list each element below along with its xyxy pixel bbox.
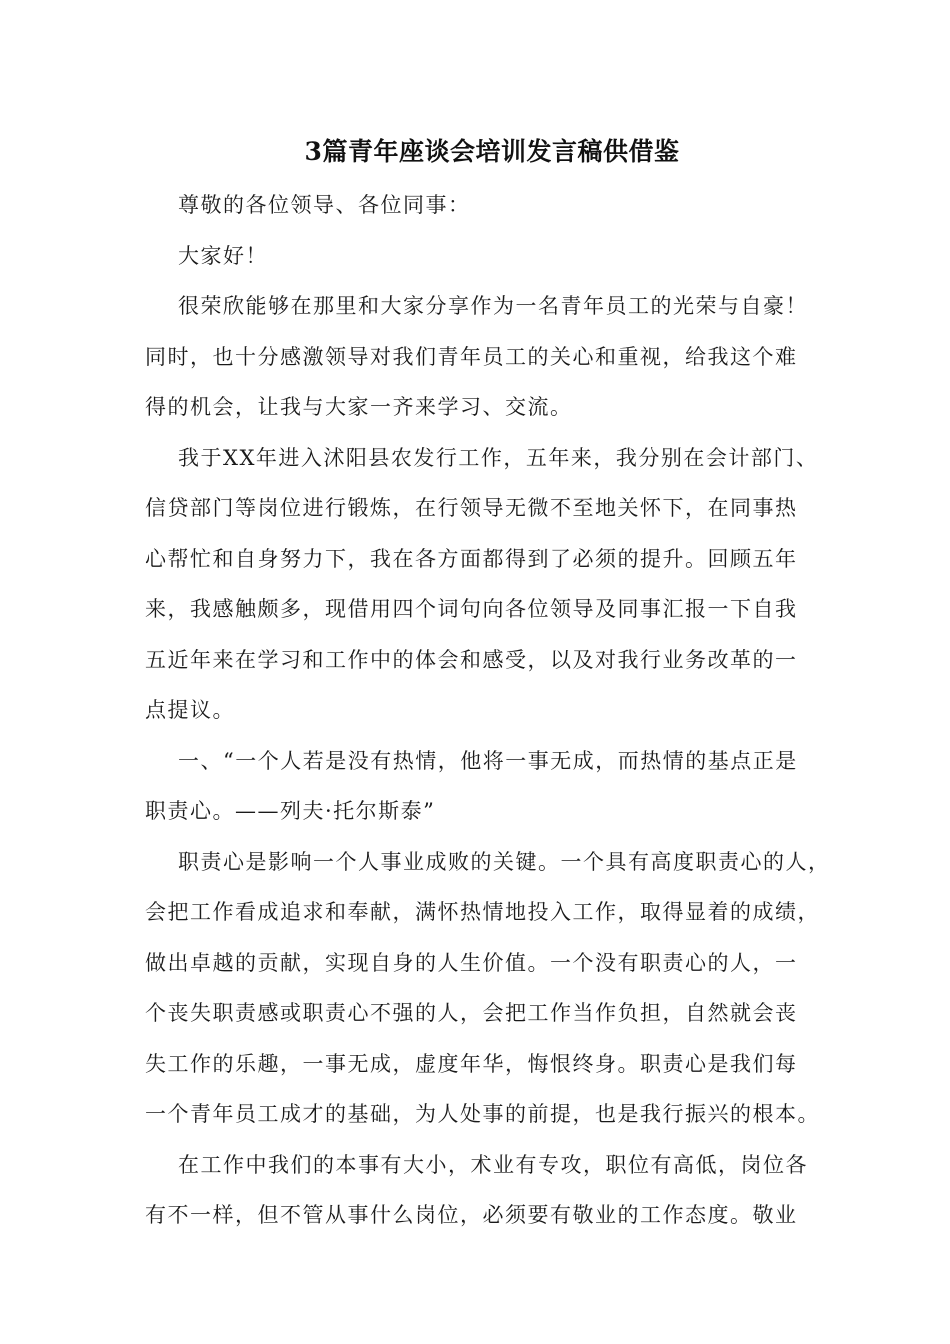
text-line: 在工作中我们的本事有大小，术业有专攻，职位有高低，岗位各 <box>178 1152 808 1177</box>
text-line: 职责心。——列夫·托尔斯泰” <box>145 799 436 823</box>
document-body <box>145 180 831 1241</box>
text-line: 来，我感触颇多，现借用四个词句向各位领导及同事汇报一下自我 <box>145 597 798 621</box>
paragraph-greeting <box>145 231 810 282</box>
text-line: 有不一样，但不管从事什么岗位，必须要有敬业的工作态度。敬业 <box>145 1203 798 1227</box>
paragraph-heading-one <box>145 736 810 837</box>
paragraph-experience <box>145 433 819 736</box>
text-line: 同时，也十分感激领导对我们青年员工的关心和重视，给我这个难 <box>145 344 798 369</box>
text-line: 我于XX年进入沭阳县农发行工作，五年来，我分别在会计部门、 <box>178 445 819 470</box>
text-line: 一个青年员工成才的基础，为人处事的前提，也是我行振兴的根本。 <box>145 1102 820 1126</box>
text-line: 很荣欣能够在那里和大家分享作为一名青年员工的光荣与自豪！ <box>178 294 808 318</box>
text-line: 个丧失职责感或职责心不强的人，会把工作当作负担，自然就会丧 <box>145 1001 798 1025</box>
text-line: 一、“一个人若是没有热情，他将一事无成，而热情的基点正是 <box>178 748 798 773</box>
paragraph-responsibility <box>145 837 831 1140</box>
text-line: 尊敬的各位领导、各位同事： <box>178 193 471 217</box>
text-line: 信贷部门等岗位进行锻炼，在行领导无微不至地关怀下，在同事热 <box>145 496 798 520</box>
text-line: 得的机会，让我与大家一齐来学习、交流。 <box>145 395 573 419</box>
text-line: 心帮忙和自身努力下，我在各方面都得到了必须的提升。回顾五年 <box>145 546 798 571</box>
paragraph-salutation <box>145 180 810 231</box>
paragraph-intro <box>145 281 810 433</box>
paragraph-dedication <box>145 1140 810 1241</box>
text-line: 五近年来在学习和工作中的体会和感受，以及对我行业务改革的一 <box>145 647 798 672</box>
document-title: 3篇青年座谈会培训发言稿供借鉴 <box>304 137 680 166</box>
text-line: 大家好！ <box>178 243 268 268</box>
text-line: 失工作的乐趣，一事无成，虚度年华，悔恨终身。职责心是我们每 <box>145 1051 798 1076</box>
text-line: 点提议。 <box>145 698 235 722</box>
text-line: 做出卓越的贡献，实现自身的人生价值。一个没有职责心的人，一 <box>145 950 798 975</box>
text-line: 职责心是影响一个人事业成败的关键。一个具有高度职责心的人， <box>178 849 831 874</box>
text-line: 会把工作看成追求和奉献，满怀热情地投入工作，取得显着的成绩， <box>145 900 820 924</box>
